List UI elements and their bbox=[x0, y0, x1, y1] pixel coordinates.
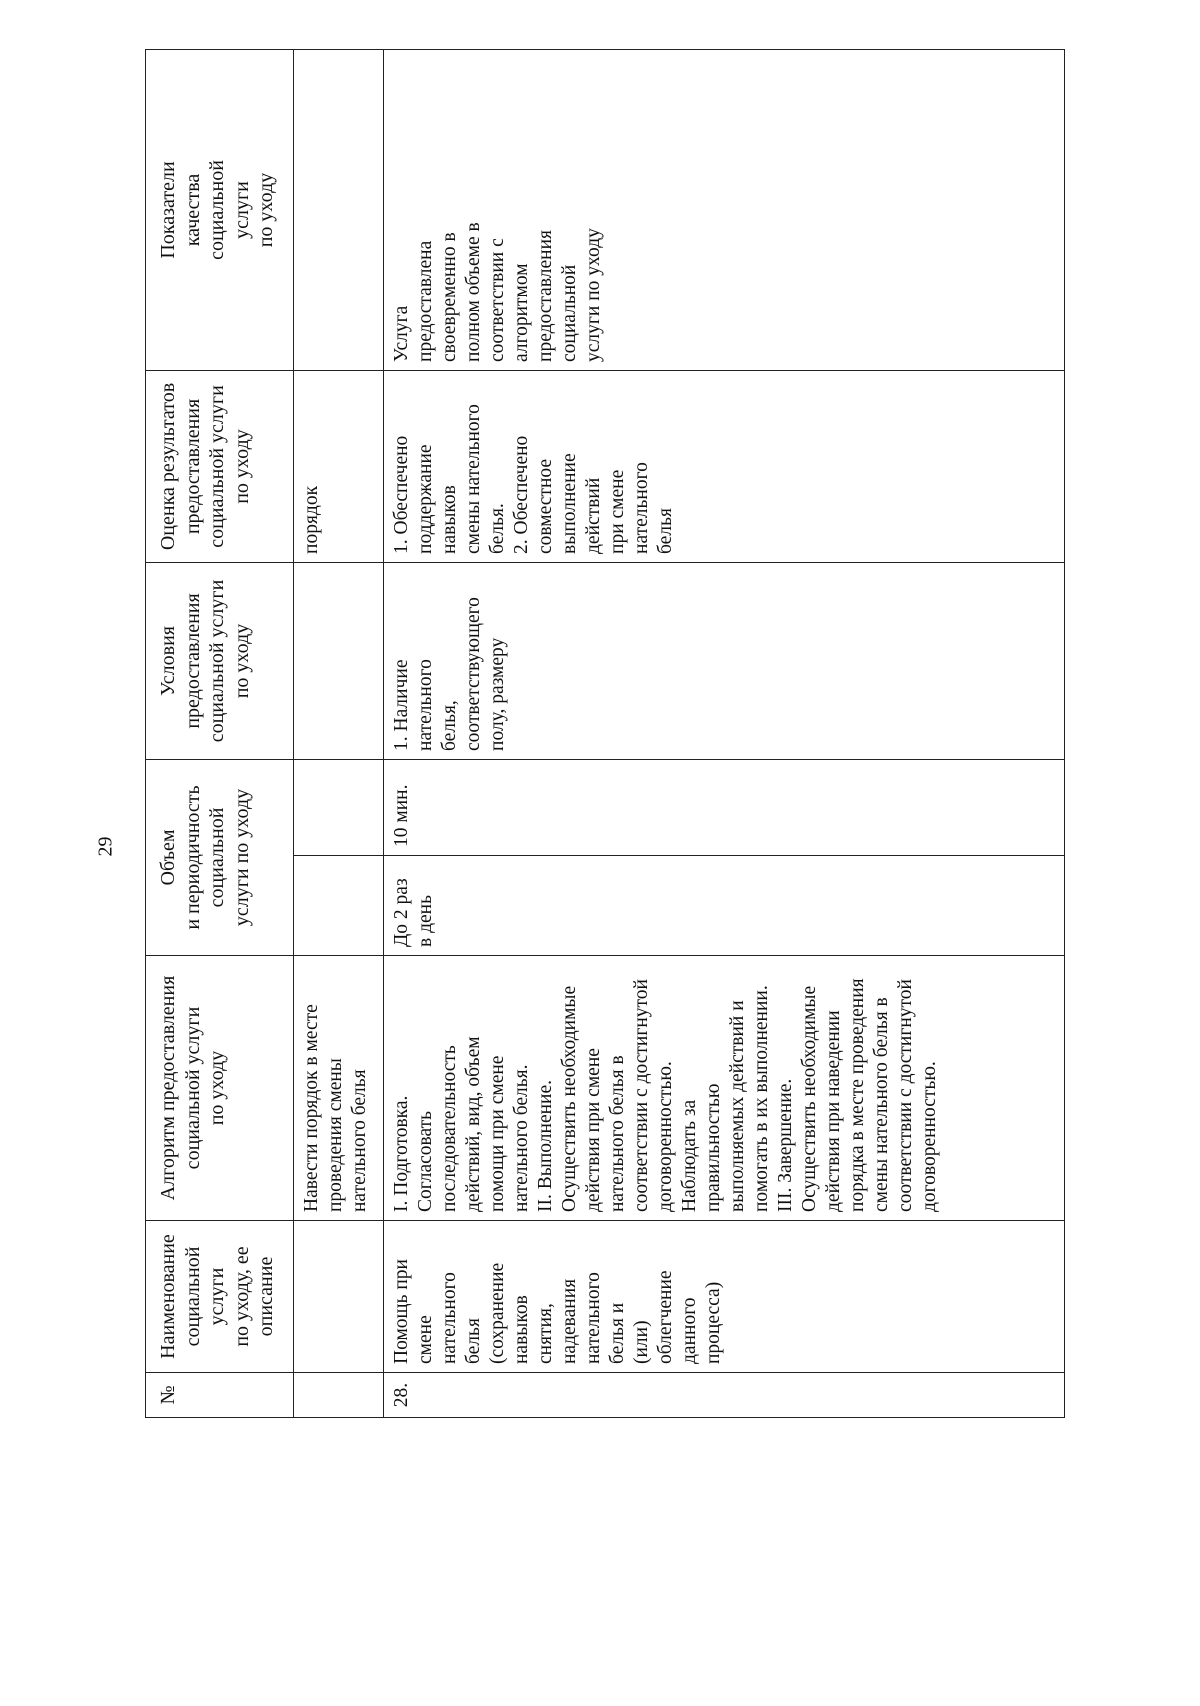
row-frequency: До 2 раз в день bbox=[384, 856, 1065, 956]
row-conditions: 1. Наличие нательного белья, соответствующего полу, размеру bbox=[384, 562, 1065, 759]
header-conditions: Условия предоставления социальной услуги по уходу bbox=[146, 562, 294, 759]
row-name: Помощь при смене нательного белья (сохранение навыков снятия, надевания нательного белья и (или) облегчение данного процесса) bbox=[384, 1221, 1065, 1373]
row-evaluation: порядок bbox=[294, 370, 384, 562]
row-duration: 10 мин. bbox=[384, 759, 1065, 855]
page-number: 29 bbox=[94, 836, 117, 857]
row-algorithm: I. Подготовка. Согласовать последовательность действий, вид, объем помощи при смене нательного белья. II. Выполнение. Осуществить необходимые действия при смене нательного белья в соответствии с достигнутой договоренностью. Наблюдать за правильностью выполняемых действий и помогать в их выполнении. III. Завершение. Осуществить необходимые действия при наведении порядка в месте проведения смены нательного белья в соответствии с достигнутой договоренностью. bbox=[384, 956, 1065, 1221]
row-frequency bbox=[294, 856, 384, 956]
row-quality bbox=[294, 49, 384, 370]
table-row bbox=[294, 49, 384, 1417]
header-num: № bbox=[146, 1373, 294, 1418]
row-quality: Услуга предоставлена своевременно в полном объеме в соответствии с алгоритмом предоставления социальной услуги по уходу bbox=[384, 49, 1065, 370]
header-row bbox=[146, 49, 294, 1417]
header-volume: Объем и периодичность социальной услуги по уходу bbox=[146, 759, 294, 955]
row-num: 28. bbox=[384, 1373, 1065, 1418]
header-name: Наименование социальной услуги по уходу, ее описание bbox=[146, 1221, 294, 1373]
header-algorithm: Алгоритм предоставления социальной услуги по уходу bbox=[146, 956, 294, 1221]
row-conditions bbox=[294, 562, 384, 759]
rotated-table-sheet bbox=[145, 50, 1065, 1418]
row-name bbox=[294, 1221, 384, 1373]
row-algorithm: Навести порядок в месте проведения смены нательного белья bbox=[294, 956, 384, 1221]
header-quality: Показатели качества социальной услуги по уходу bbox=[146, 49, 294, 370]
row-duration bbox=[294, 759, 384, 855]
row-num bbox=[294, 1373, 384, 1418]
table-row bbox=[384, 49, 1065, 1417]
header-evaluation: Оценка результатов предоставления социальной услуги по уходу bbox=[146, 370, 294, 562]
row-evaluation: 1. Обеспечено поддержание навыков смены нательного белья. 2. Обеспечено совместное выполнение действий при смене нательного белья bbox=[384, 370, 1065, 562]
services-table bbox=[145, 49, 1065, 1418]
